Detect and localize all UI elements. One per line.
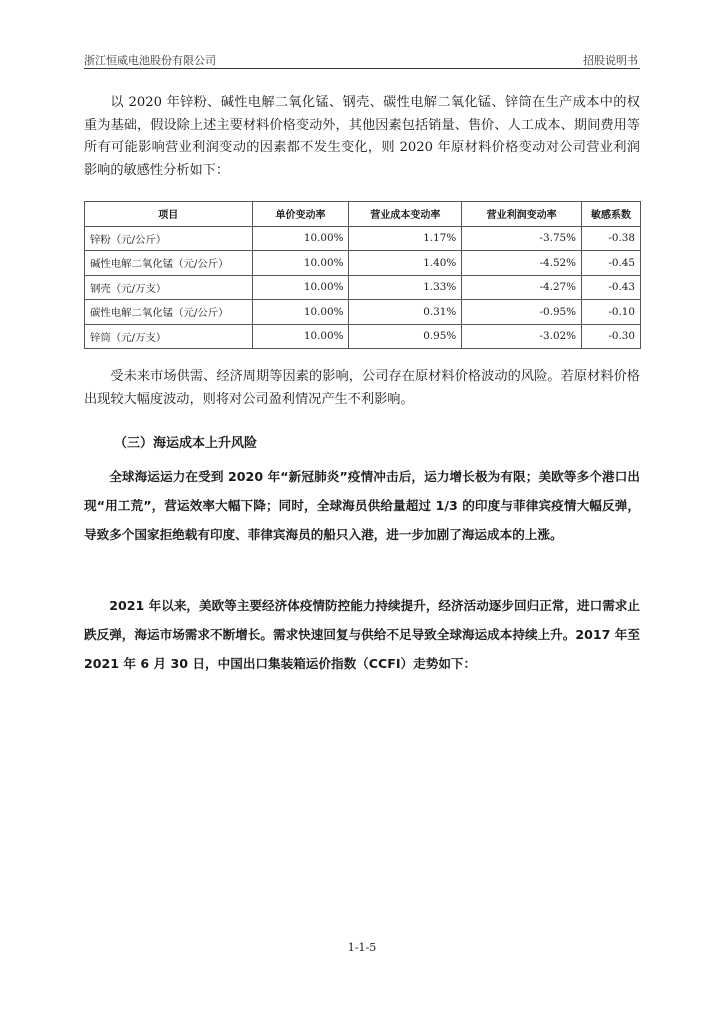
intro-paragraph: 以 2020 年锌粉、碱性电解二氧化锰、钢壳、碳性电解二氧化锰、锌筒在生产成本中的权重为基础，假设除上述主要材料价格变动外，其他因素包括销量、售价、人工成本、期间费用等所有可能影响营业利润变动的因素都不发生变化，则 2020 年原材料价格变动对公司营业利润影响的敏感性分析如下：: [84, 95, 640, 178]
sensitivity-table: [84, 201, 641, 349]
cell-cost-change: 1.33%: [349, 275, 462, 300]
cell-unit-price-change: 10.00%: [252, 324, 349, 349]
risk-paragraph: 受未来市场供需、经济周期等因素的影响，公司存在原材料价格波动的风险。若原材料价格出现较大幅度波动，则将对公司盈利情况产生不利影响。: [84, 369, 640, 407]
table-row: [85, 300, 641, 325]
page-header: [84, 48, 640, 69]
cell-item: 碳性电解二氧化锰（元/公斤）: [85, 300, 253, 325]
cell-unit-price-change: 10.00%: [252, 226, 349, 251]
table-row: [85, 251, 641, 276]
shipping-paragraph-1: 全球海运运力在受到 2020 年“新冠肺炎”疫情冲击后，运力增长极为有限；美欧等多个港口出现“用工荒”，营运效率大幅下降；同时，全球海员供给量超过 1/3 的印度与菲律宾疫情大幅反弹，导致多个国家拒绝载有印度、菲律宾海员的船只入港，进一步加剧了海运成本的上涨。: [84, 469, 640, 542]
cell-item: 锌粉（元/公斤）: [85, 226, 253, 251]
cell-profit-change: -3.75%: [462, 226, 582, 251]
header-document-type: 招股说明书: [583, 54, 638, 67]
cell-sensitivity: -0.38: [582, 226, 641, 251]
cell-profit-change: -4.52%: [462, 251, 582, 276]
col-header-sensitivity: 敏感系数: [582, 202, 641, 227]
cell-item: 钢壳（元/万支）: [85, 275, 253, 300]
col-header-unit-price-change: 单价变动率: [252, 202, 349, 227]
col-header-profit-change: 营业利润变动率: [462, 202, 582, 227]
col-header-cost-change: 营业成本变动率: [349, 202, 462, 227]
cell-sensitivity: -0.45: [582, 251, 641, 276]
cell-profit-change: -0.95%: [462, 300, 582, 325]
cell-profit-change: -3.02%: [462, 324, 582, 349]
cell-unit-price-change: 10.00%: [252, 275, 349, 300]
cell-cost-change: 1.40%: [349, 251, 462, 276]
table-header-row: [85, 202, 641, 227]
cell-sensitivity: -0.10: [582, 300, 641, 325]
col-header-item: 项目: [85, 202, 253, 227]
cell-sensitivity: -0.43: [582, 275, 641, 300]
page-number: 1-1-5: [347, 941, 377, 954]
cell-item: 锌筒（元/万支）: [85, 324, 253, 349]
cell-sensitivity: -0.30: [582, 324, 641, 349]
shipping-paragraph-2: 2021 年以来，美欧等主要经济体疫情防控能力持续提升，经济活动逐步回归正常，进口需求止跌反弹，海运市场需求不断增长。需求快速回复与供给不足导致全球海运成本持续上升。2017 年至 2021 年 6 月 30 日，中国出口集装箱运价指数（CCFI）走势如下：: [84, 598, 640, 671]
cell-profit-change: -4.27%: [462, 275, 582, 300]
cell-cost-change: 0.31%: [349, 300, 462, 325]
section-heading: （三）海运成本上升风险: [114, 436, 258, 451]
table-row: [85, 226, 641, 251]
cell-unit-price-change: 10.00%: [252, 251, 349, 276]
cell-unit-price-change: 10.00%: [252, 300, 349, 325]
cell-cost-change: 1.17%: [349, 226, 462, 251]
cell-item: 碱性电解二氧化锰（元/公斤）: [85, 251, 253, 276]
header-company-name: 浙江恒威电池股份有限公司: [84, 54, 216, 67]
table-row: [85, 324, 641, 349]
cell-cost-change: 0.95%: [349, 324, 462, 349]
table-row: [85, 275, 641, 300]
